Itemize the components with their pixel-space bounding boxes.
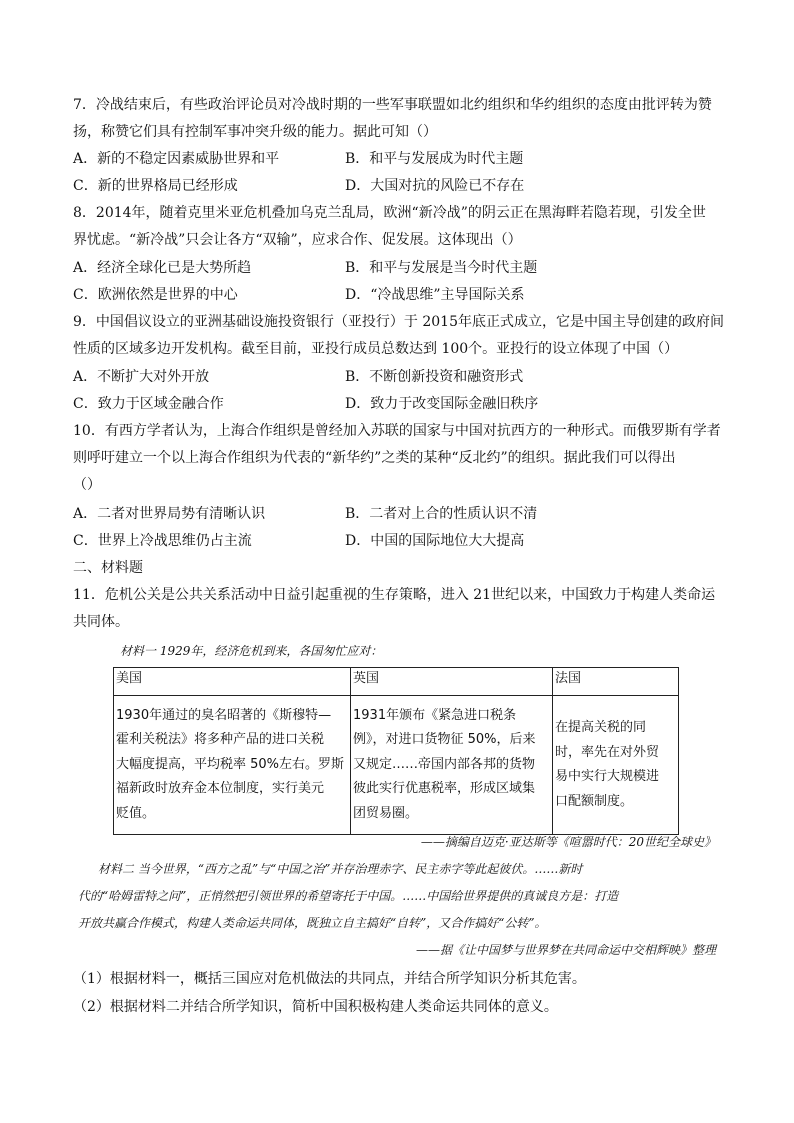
- table-cell-uk: [351, 696, 553, 835]
- q9-stem-line-2: 性质的区域多边开发机构。截至目前，亚投行成员总数达到 100个。亚投行的设立体现了中国（）: [73, 341, 679, 357]
- q10-stem-line-3: （）: [73, 477, 101, 493]
- q7-option-a[interactable]: A．新的不稳定因素威胁世界和平: [73, 151, 280, 167]
- q11-subquestion-1: （1）根据材料一，概括三国应对危机做法的共同点，并结合所学知识分析其危害。: [73, 971, 586, 987]
- q11-stem-line-1: 11．危机公关是公共关系活动中日益引起重视的生存策略，进入 21世纪以来，中国致力于构建人类命运: [73, 587, 716, 603]
- q10-stem-line-2: 则呼吁建立一个以上海合作组织为代表的“新华约”之类的某种“反北约”的组织。据此我们可以得出: [73, 450, 676, 466]
- table-cell-usa: [114, 696, 351, 835]
- q8-option-c[interactable]: C．欧洲依然是世界的中心: [73, 287, 238, 303]
- q10-stem-line-1: 10．有西方学者认为，上海合作组织是曾经加入苏联的国家与中国对抗西方的一种形式。而俄罗斯有学者: [73, 423, 721, 439]
- table-header-usa: 美国: [114, 668, 351, 696]
- q10-option-c[interactable]: C．世界上冷战思维仍占主流: [73, 533, 252, 549]
- table-row: [114, 696, 679, 835]
- cell-text-uk: 1931年颁布《紧急进口税条 例》，对进口货物征 50%，后来 又规定……帝国内部各邦的货物 彼此实行优惠税率，形成区域集 团贸易圈。: [353, 707, 536, 821]
- q9-option-d[interactable]: D．致力于改变国际金融旧秩序: [345, 396, 539, 412]
- material2-source: ——据《让中国梦与世界梦在共同命运中交相辉映》整理: [415, 943, 716, 957]
- q10-option-a[interactable]: A．二者对世界局势有清晰认识: [73, 506, 266, 522]
- material1-table: [113, 667, 679, 835]
- material2-line-1: 材料二 当今世界，“西方之乱”与“中国之治”并存治理赤字、民主赤字等此起彼伏。……新时: [98, 862, 583, 876]
- q9-option-b[interactable]: B．不断创新投资和融资形式: [345, 369, 524, 385]
- q8-stem-line-1: 8．2014年，随着克里米亚危机叠加乌克兰乱局，欧洲“新冷战”的阴云正在黑海畔若隐若现，引发全世: [73, 205, 706, 221]
- table-header-uk: 英国: [351, 668, 553, 696]
- q9-option-a[interactable]: A．不断扩大对外开放: [73, 369, 210, 385]
- table-header-row: [114, 668, 679, 696]
- table-cell-france: [553, 696, 679, 835]
- q10-option-b[interactable]: B．二者对上合的性质认识不清: [345, 506, 538, 522]
- q8-option-d[interactable]: D．“冷战思维”主导国际关系: [345, 287, 525, 303]
- q8-stem-line-2: 界忧虑。“新冷战”只会让各方“双输”，应求合作、促发展。这体现出（）: [73, 232, 522, 248]
- q8-option-a[interactable]: A．经济全球化已是大势所趋: [73, 260, 252, 276]
- q7-stem-line-2: 扬，称赞它们具有控制军事冲突升级的能力。据此可知（）: [73, 124, 437, 140]
- table-header-france: 法国: [553, 668, 679, 696]
- q7-option-d[interactable]: D．大国对抗的风险已不存在: [345, 178, 525, 194]
- material2-line-2: 代的“哈姆雷特之问”，正悄然把引领世界的希望寄托于中国。……中国给世界提供的真诚良方是：打造: [78, 889, 619, 903]
- cell-text-france: 在提高关税的同 时，率先在对外贸 易中实行大规模进 口配额制度。: [555, 720, 660, 809]
- cell-text-usa: 1930年通过的臭名昭著的《斯穆特— 霍利关税法》将多种产品的进口关税 大幅度提高，平均税率 50%左右。罗斯 福新政时放弃金本位制度，实行美元 贬值。: [116, 707, 345, 821]
- q10-option-d[interactable]: D．中国的国际地位大大提高: [345, 533, 525, 549]
- q9-stem-line-1: 9．中国倡议设立的亚洲基础设施投资银行（亚投行）于 2015年底正式成立，它是中国主导创建的政府间: [73, 314, 724, 330]
- q7-option-c[interactable]: C．新的世界格局已经形成: [73, 178, 238, 194]
- q11-subquestion-2: （2）根据材料二并结合所学知识，简析中国积极构建人类命运共同体的意义。: [73, 999, 558, 1015]
- section-title: 二、材料题: [73, 560, 143, 576]
- q7-stem-line-1: 7．冷战结束后，有些政治评论员对冷战时期的一些军事联盟如北约组织和华约组织的态度由批评转为赞: [73, 97, 712, 113]
- material2-line-3: 开放共赢合作模式，构建人类命运共同体，既独立自主搞好“自转”，又合作搞好“公转”。: [78, 916, 547, 930]
- material1-intro: 材料一 1929年，经济危机到来，各国匆忙应对：: [120, 644, 383, 658]
- q8-option-b[interactable]: B．和平与发展是当今时代主题: [345, 260, 538, 276]
- q7-option-b[interactable]: B．和平与发展成为时代主题: [345, 151, 524, 167]
- q9-option-c[interactable]: C．致力于区域金融合作: [73, 396, 224, 412]
- q11-stem-line-2: 共同体。: [73, 614, 129, 630]
- material1-source: ——摘编自迈克·亚达斯等《喧嚣时代：20世纪全球史》: [420, 835, 716, 849]
